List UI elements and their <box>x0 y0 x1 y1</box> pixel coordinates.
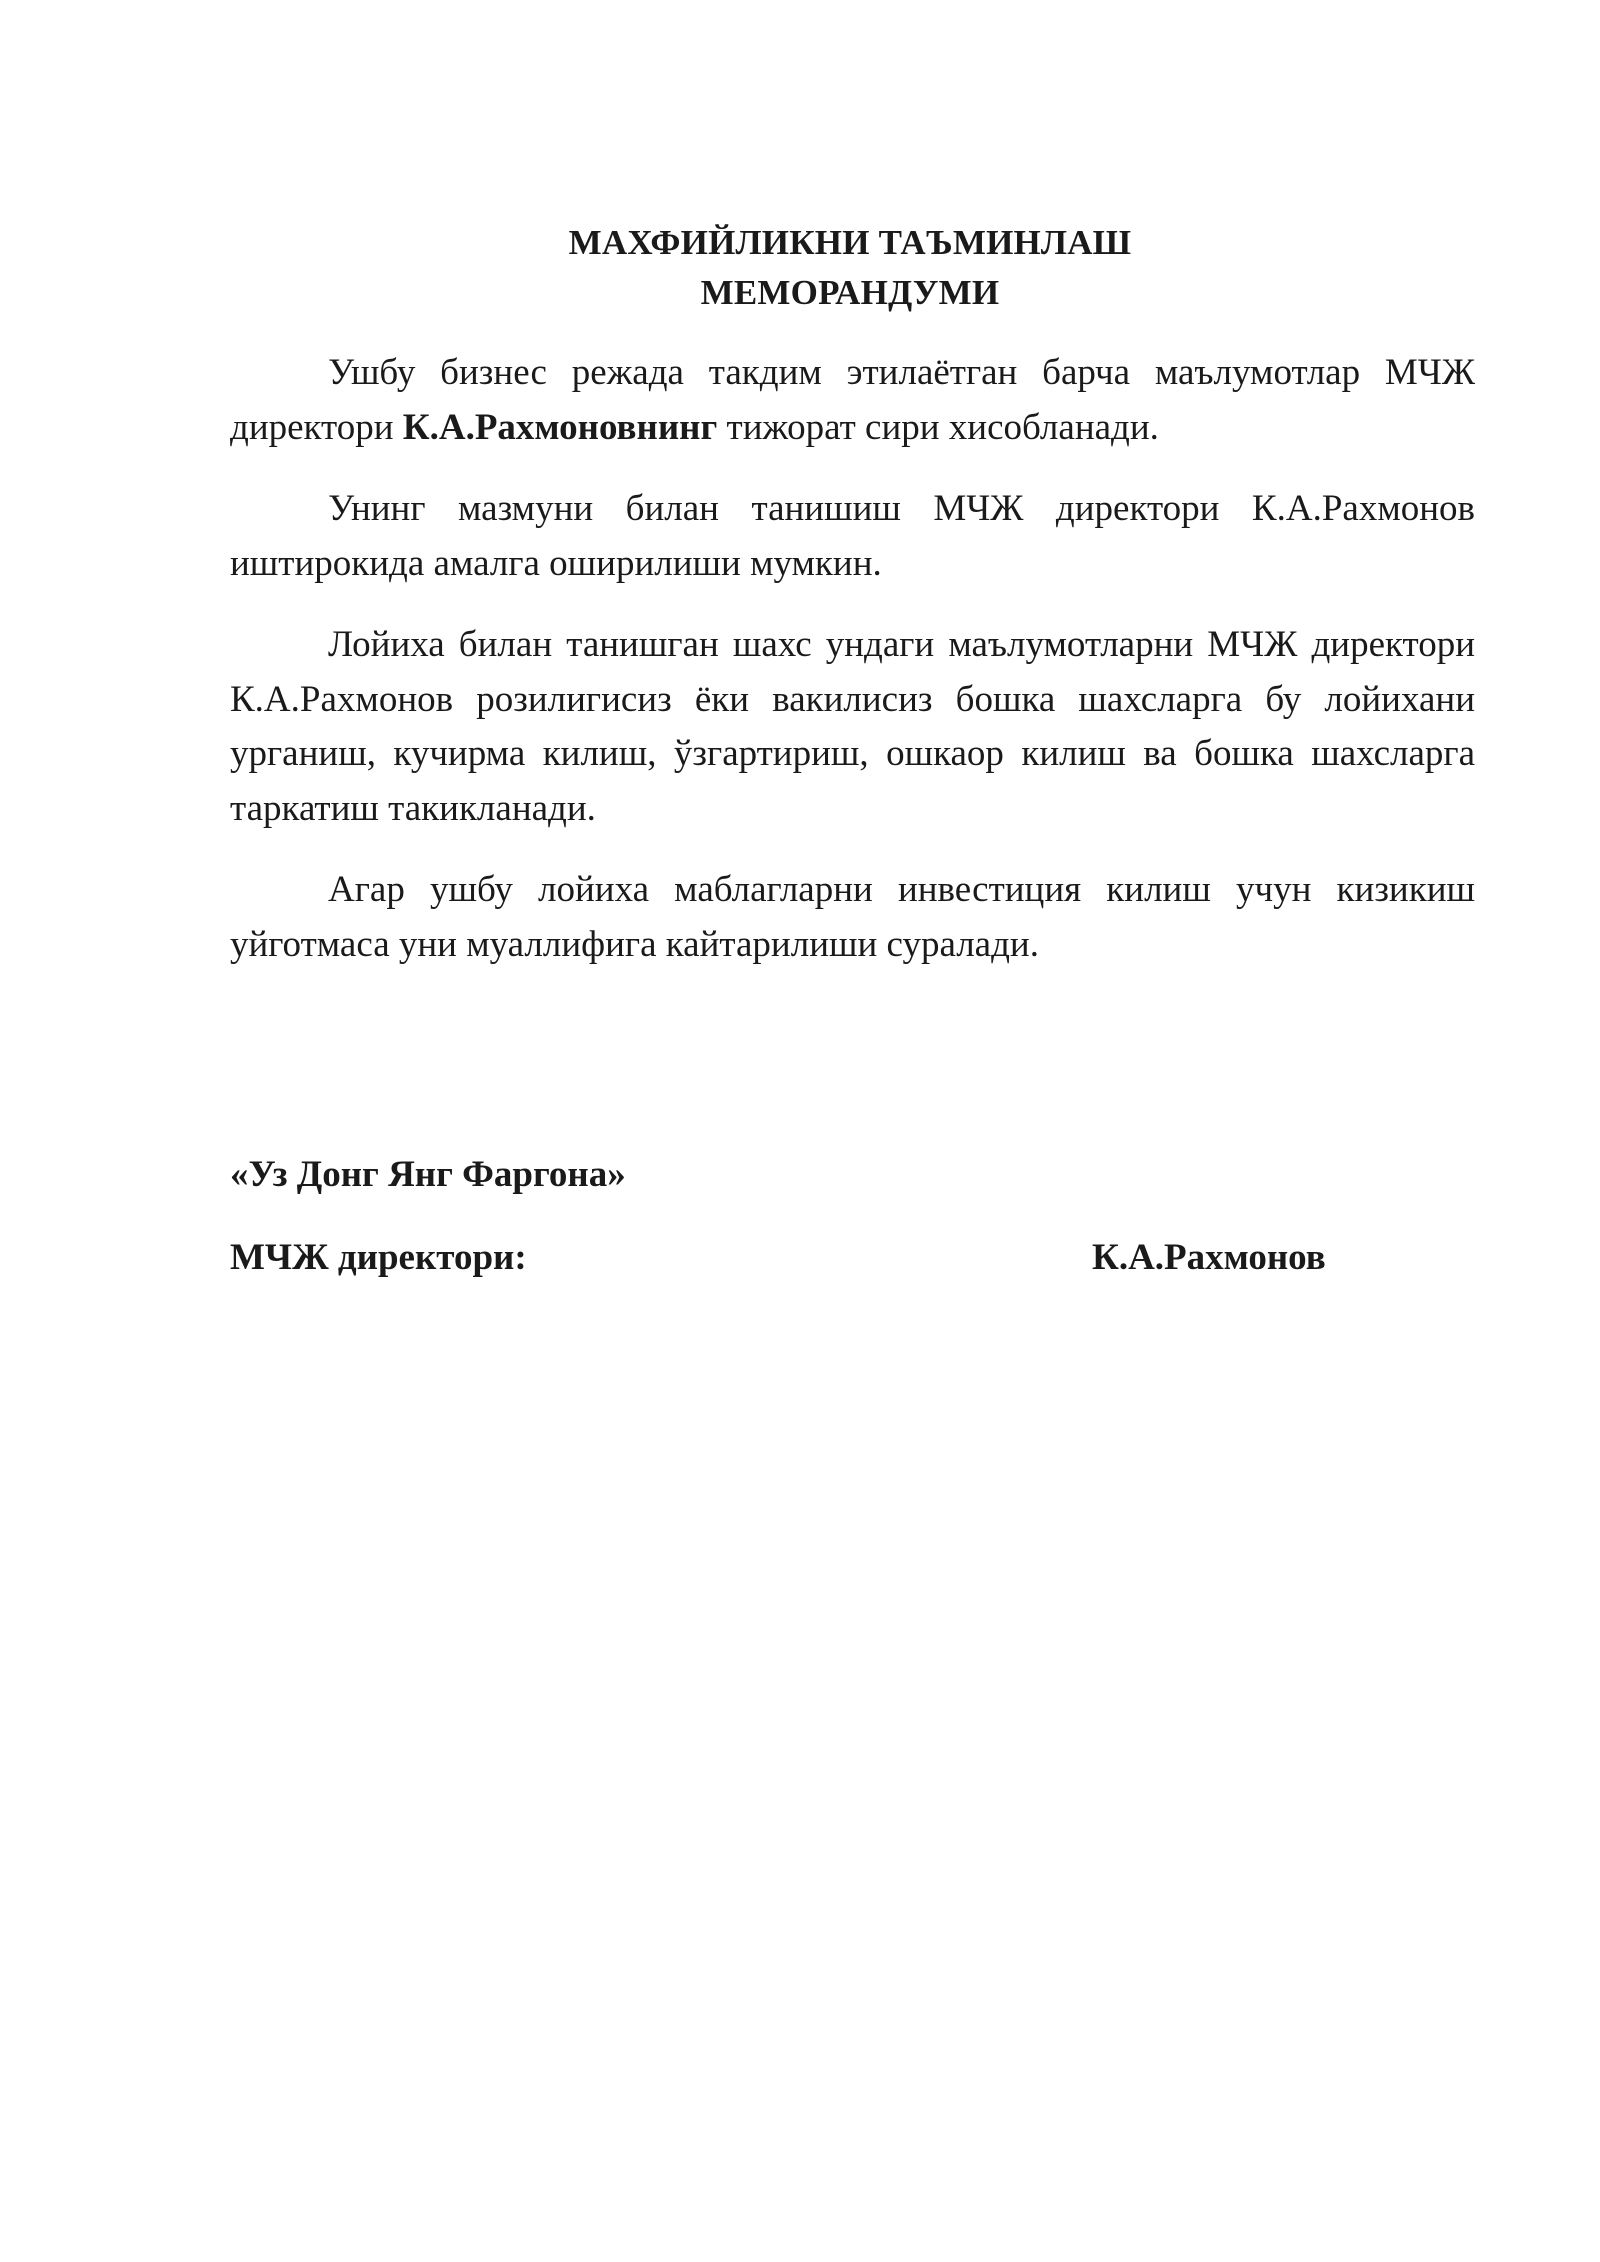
paragraph-1-text-a: Ушбу бизнес режада такдим этилаётган барча маълумотлар МЧЖ директори <box>230 352 1475 448</box>
paragraph-1 <box>230 346 1475 455</box>
company-name: «Уз Донг Янг Фаргона» <box>230 1154 626 1195</box>
signature-row <box>230 1233 1350 1283</box>
memo-body <box>230 346 1475 999</box>
paragraph-3: Лойиха билан танишган шахс ундаги маълумотларни МЧЖ директори К.А.Рахмонов розилигисиз ёки вакилисиз бошка шахсларга бу лойихани урганиш, кучирма килиш, ўзгартириш, ошкаор килиш ва бошка шахсларга таркатиш такикланади. <box>230 624 1475 829</box>
title-line-1: МАХФИЙЛИКНИ ТАЪМИНЛАШ <box>568 223 1132 262</box>
signature-role: МЧЖ директори: <box>230 1237 527 1278</box>
paragraph-2: Унинг мазмуни билан танишиш МЧЖ директори К.А.Рахмонов иштирокида амалга оширилиши мумкин. <box>230 488 1475 584</box>
title-line-2: МЕМОРАНДУМИ <box>700 273 1000 312</box>
signature-name: К.А.Рахмонов <box>1092 1237 1326 1278</box>
paragraph-4: Агар ушбу лойиха маблагларни инвестиция килиш учун кизикиш уйготмаса уни муаллифига кайтарилиши суралади. <box>230 869 1475 965</box>
paragraph-1-text-b: тижорат сири хисобланади. <box>717 406 1159 448</box>
memo-title <box>0 218 1600 318</box>
director-name-bold: К.А.Рахмоновнинг <box>402 406 718 448</box>
